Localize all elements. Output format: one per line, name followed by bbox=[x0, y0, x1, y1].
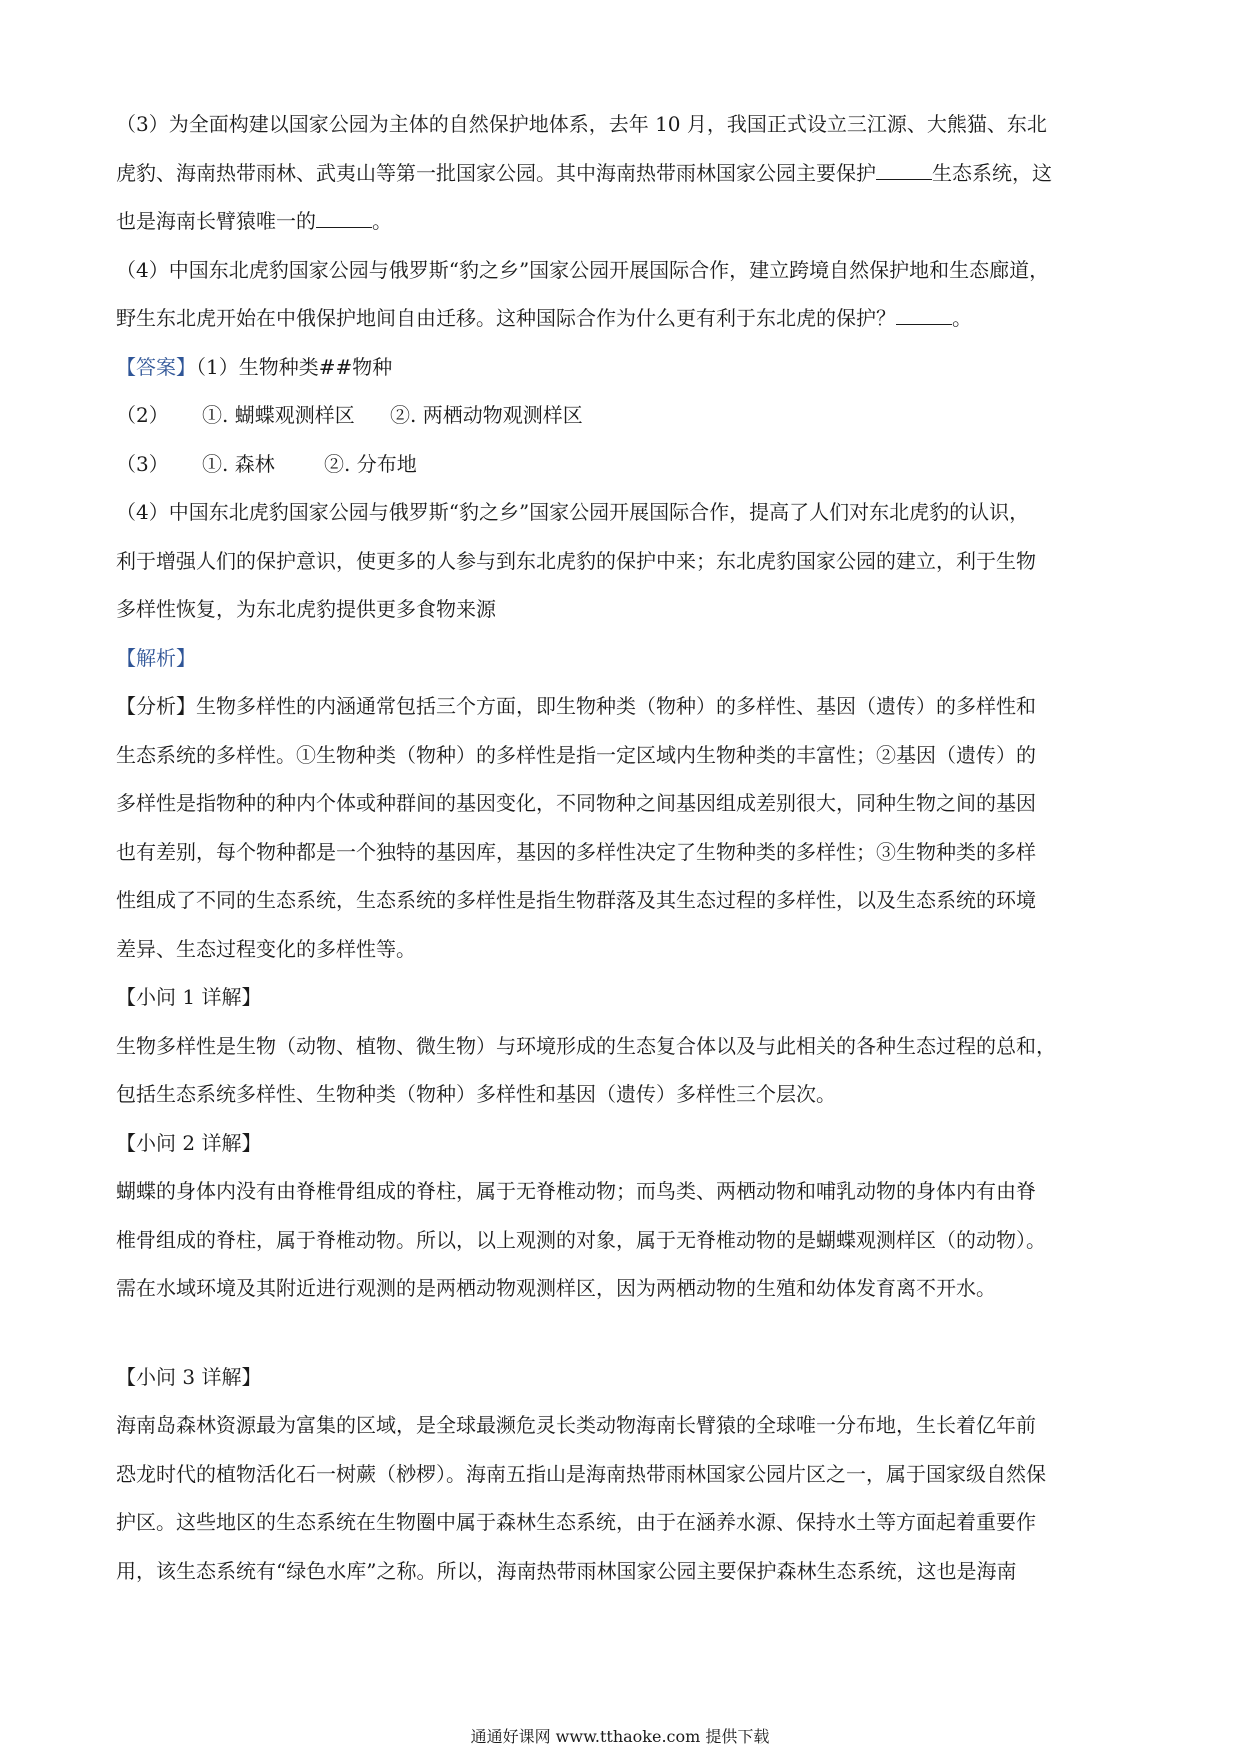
document-body bbox=[116, 100, 1130, 1595]
subquestion-3-line-1: 海南岛森林资源最为富集的区域，是全球最濒危灵长类动物海南长臂猿的全球唯一分布地，生长着亿年前 bbox=[116, 1413, 1036, 1437]
answer-4-line-1: （4）中国东北虎豹国家公园与俄罗斯“豹之乡”国家公园开展国际合作，提高了人们对东北虎豹的认识， bbox=[116, 500, 1030, 524]
question-3-line-2: 虎豹、海南热带雨林、武夷山等第一批国家公园。其中海南热带雨林国家公园主要保护 生态系统，这 bbox=[116, 160, 1052, 185]
question-4-line-1: （4）中国东北虎豹国家公园与俄罗斯“豹之乡”国家公园开展国际合作，建立跨境自然保护地和生态廊道， bbox=[116, 257, 1050, 282]
analysis-fenxi-line-5: 性组成了不同的生态系统，生态系统的多样性是指生物群落及其生态过程的多样性，以及生态系统的环境 bbox=[116, 888, 1036, 912]
analysis-fenxi-line-6: 差异、生态过程变化的多样性等。 bbox=[116, 936, 416, 961]
analysis-fenxi-line-3: 多样性是指物种的种内个体或种群间的基因变化，不同物种之间基因组成差别很大，同种生物之间的基因 bbox=[116, 791, 1036, 815]
subquestion-3-line-2: 恐龙时代的植物活化石一树蕨（桫椤）。海南五指山是海南热带雨林国家公园片区之一，属于国家级自然保 bbox=[116, 1461, 1046, 1486]
answer-blank bbox=[316, 209, 372, 228]
subquestion-1-line-1: 生物多样性是生物（动物、植物、微生物）与环境形成的生态复合体以及与此相关的各种生态过程的总和， bbox=[116, 1033, 1056, 1058]
subquestion-1-line-2: 包括生态系统多样性、生物种类（物种）多样性和基因（遗传）多样性三个层次。 bbox=[116, 1082, 836, 1106]
answer-3: （3） ①. 森林 ②. 分布地 bbox=[116, 451, 417, 476]
analysis-fenxi-line-1: 【分析】生物多样性的内涵通常包括三个方面，即生物种类（物种）的多样性、基因（遗传）的多样性和 bbox=[116, 694, 1036, 718]
answer-4-line-2: 利于增强人们的保护意识，使更多的人参与到东北虎豹的保护中来；东北虎豹国家公园的建立，利于生物 bbox=[116, 548, 1036, 573]
subquestion-2-line-1: 蝴蝶的身体内没有由脊椎骨组成的脊柱，属于无脊椎动物；而鸟类、两栖动物和哺乳动物的身体内有由脊 bbox=[116, 1179, 1036, 1203]
answer-2: （2） ①. 蝴蝶观测样区 ②. 两栖动物观测样区 bbox=[116, 403, 583, 427]
analysis-tag: 【解析】 bbox=[116, 645, 196, 670]
answer-blank bbox=[876, 161, 932, 180]
subquestion-1-heading: 【小问 1 详解】 bbox=[116, 985, 262, 1009]
subquestion-3-line-4: 用，该生态系统有“绿色水库”之称。所以，海南热带雨林国家公园主要保护森林生态系统，这也是海南 bbox=[116, 1558, 1017, 1583]
question-4-line-2: 野生东北虎开始在中俄保护地间自由迁移。这种国际合作为什么更有利于东北虎的保护？ 。 bbox=[116, 306, 972, 330]
subquestion-2-line-3: 需在水域环境及其附近进行观测的是两栖动物观测样区，因为两栖动物的生殖和幼体发育离不开水。 bbox=[116, 1276, 996, 1300]
page-footer: 通通好课网 www.tthaoke.com 提供下载 bbox=[470, 1727, 770, 1746]
answer-4-line-3: 多样性恢复，为东北虎豹提供更多食物来源 bbox=[116, 597, 496, 621]
analysis-fenxi-line-2: 生态系统的多样性。①生物种类（物种）的多样性是指一定区域内生物种类的丰富性；②基因（遗传）的 bbox=[116, 742, 1036, 767]
spacer bbox=[116, 1313, 1130, 1353]
question-3-line-3: 也是海南长臂猿唯一的 。 bbox=[116, 209, 392, 233]
subquestion-2-heading: 【小问 2 详解】 bbox=[116, 1130, 262, 1155]
answer-tag: 【答案】 bbox=[116, 354, 196, 379]
answer-blank bbox=[896, 306, 952, 325]
subquestion-2-line-2: 椎骨组成的脊柱，属于脊椎动物。所以，以上观测的对象，属于无脊椎动物的是蝴蝶观测样区（的动物）。 bbox=[116, 1227, 1046, 1252]
answer-1: 【答案】（1）生物种类##物种 bbox=[116, 354, 393, 379]
subquestion-3-line-3: 护区。这些地区的生态系统在生物圈中属于森林生态系统，由于在涵养水源、保持水土等方面起着重要作 bbox=[116, 1510, 1036, 1534]
question-3-line-1: （3）为全面构建以国家公园为主体的自然保护地体系，去年 10 月，我国正式设立三江源、大熊猫、东北 bbox=[116, 112, 1047, 136]
analysis-fenxi-line-4: 也有差别，每个物种都是一个独特的基因库，基因的多样性决定了生物种类的多样性；③生物种类的多样 bbox=[116, 839, 1036, 864]
subquestion-3-heading: 【小问 3 详解】 bbox=[116, 1364, 262, 1389]
